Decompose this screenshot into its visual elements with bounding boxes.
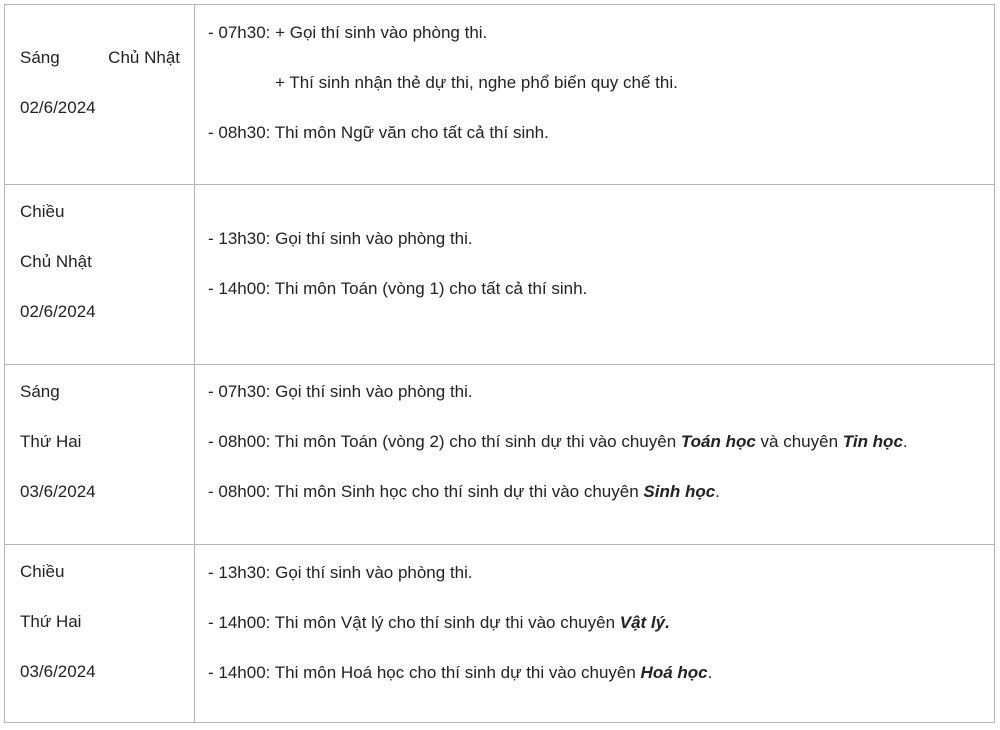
activity-cell	[195, 545, 995, 723]
activity-cell	[195, 5, 995, 185]
activity-line: - 08h30: Thi môn Ngữ văn cho tất cả thí sinh.	[208, 123, 549, 142]
table-row	[5, 185, 995, 365]
activity-text: .	[715, 482, 720, 501]
session-cell	[5, 185, 195, 365]
activity-text: - 08h00: Thi môn Sinh học cho thí sinh dự thi vào chuyên	[208, 482, 644, 501]
table-row	[5, 545, 995, 723]
session-day: Thứ Hai	[20, 432, 82, 451]
activity-line	[208, 467, 994, 517]
activity-line: - 13h30: Gọi thí sinh vào phòng thi.	[208, 563, 473, 582]
activity-line: - 07h30: Gọi thí sinh vào phòng thi.	[208, 382, 473, 401]
specialty-name: Vật lý.	[619, 613, 670, 632]
session-day: Chủ Nhật	[108, 48, 180, 67]
session-part: Chiều	[20, 202, 65, 221]
session-day: Thứ Hai	[20, 612, 82, 631]
session-cell	[5, 365, 195, 545]
table-row	[5, 365, 995, 545]
activity-text: - 14h00: Thi môn Hoá học cho thí sinh dự thi vào chuyên	[208, 663, 641, 682]
activity-line	[208, 648, 994, 698]
activity-text: .	[902, 432, 908, 451]
activity-line: + Thí sinh nhận thẻ dự thi, nghe phổ biến quy chế thi.	[275, 73, 678, 92]
specialty-name: Toán học	[680, 432, 756, 451]
activity-cell	[195, 365, 995, 545]
activity-cell	[195, 185, 995, 365]
activity-line	[208, 417, 994, 467]
session-date: 03/6/2024	[20, 662, 96, 681]
exam-schedule-table	[4, 4, 995, 723]
activity-text: .	[707, 663, 713, 682]
activity-text: - 08h00: Thi môn Toán (vòng 2) cho thí sinh dự thi vào chuyên	[208, 432, 681, 451]
session-part: Sáng	[20, 48, 60, 67]
session-date: 02/6/2024	[20, 98, 96, 117]
activity-line: - 13h30: Gọi thí sinh vào phòng thi.	[208, 229, 473, 248]
activity-line: - 07h30: + Gọi thí sinh vào phòng thi.	[208, 23, 488, 42]
session-date: 03/6/2024	[20, 482, 96, 501]
session-cell	[5, 545, 195, 723]
session-cell	[5, 5, 195, 185]
activity-line	[208, 598, 994, 648]
session-part: Chiều	[20, 562, 65, 581]
specialty-name: Sinh học	[643, 482, 716, 501]
session-day: Chủ Nhật	[20, 252, 92, 271]
specialty-name: Tin học	[842, 432, 903, 451]
activity-text: - 14h00: Thi môn Vật lý cho thí sinh dự thi vào chuyên	[208, 613, 620, 632]
table-row	[5, 5, 995, 185]
session-heading	[20, 33, 180, 83]
session-part: Sáng	[20, 382, 60, 401]
session-date: 02/6/2024	[20, 302, 96, 321]
specialty-name: Hoá học	[640, 663, 708, 682]
activity-text: và chuyên	[755, 432, 843, 451]
activity-line: - 14h00: Thi môn Toán (vòng 1) cho tất cả thí sinh.	[208, 279, 588, 298]
